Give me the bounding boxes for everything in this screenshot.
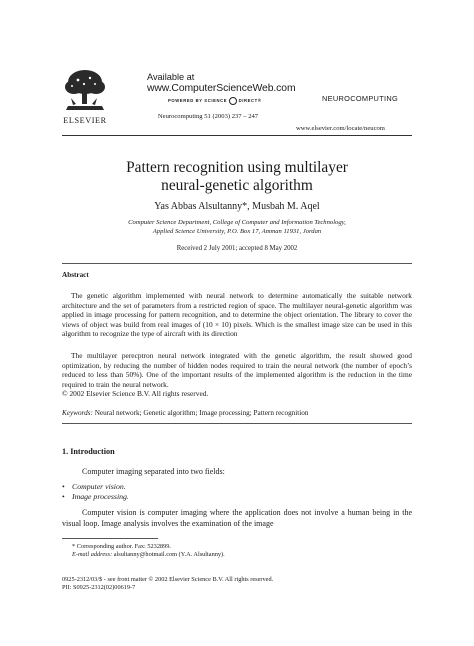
title-line-2: neural-genetic algorithm	[161, 177, 313, 194]
list-item: • Image processing.	[62, 492, 412, 502]
publisher-name: ELSEVIER	[63, 116, 107, 125]
affiliation-line-1: Computer Science Department, College of Computer and Information Technology,	[128, 219, 346, 226]
journal-url[interactable]: www.elsevier.com/locate/neucom	[296, 125, 385, 132]
title-line-1: Pattern recognition using multilayer	[126, 159, 348, 176]
footnote-rule	[62, 538, 158, 539]
abstract-bottom-rule	[62, 423, 412, 424]
affiliation-line-2: Applied Science University, P.O. Box 17, Amman 11931, Jordan	[152, 227, 322, 235]
article-title	[62, 159, 412, 195]
journal-name: NEUROCOMPUTING	[322, 94, 399, 103]
keywords-label: Keywords:	[62, 409, 93, 417]
abstract-top-rule	[62, 263, 412, 264]
intro-paragraph-2: Computer vision is computer imaging where the application does not involve a human being in the visual loop. Image analysis involves the examination of the image	[62, 508, 412, 528]
website-link[interactable]: www.ComputerScienceWeb.com	[147, 83, 296, 94]
science-direct-icon	[229, 97, 237, 105]
abstract-paragraph-1: The genetic algorithm implemented with neural network to determine automatically the suitable network architecture and the set of parameters from a restricted region of space. The multilayer neural-genetic algorithm was applied in image processing for pattern recognition, and to determine the object orientation. The library to cover the views of object was build from real images of (10 × 10) pixels. Which is the smallest image size can be used in this algorithm to recognize the type of aircraft with its direction	[62, 291, 412, 339]
affiliation	[62, 219, 412, 236]
received-dates: Received 2 July 2001; accepted 8 May 2002	[176, 245, 298, 252]
intro-paragraph-1: Computer imaging separated into two fields:	[82, 467, 225, 476]
footnote	[72, 543, 412, 559]
list-item: • Computer vision.	[62, 482, 412, 492]
issn-line: 0925-2312/03/$ - see front matter © 2002 Elsevier Science B.V. All rights reserved.	[62, 576, 274, 583]
footnote-email	[72, 551, 412, 559]
pii-line: PII: S0925-2312(02)00619-7	[62, 584, 136, 592]
powered-by-label: POWERED BY SCIENCE DIRECT®	[168, 98, 262, 104]
abstract-heading: Abstract	[62, 271, 89, 279]
keywords-text: Neural network; Genetic algorithm; Image processing; Pattern recognition	[94, 409, 309, 417]
journal-citation: Neurocomputing 51 (2003) 237 – 247	[157, 113, 259, 120]
footnote-corresponding: * Corresponding author. Fax: 5232899.	[72, 543, 171, 550]
page-footer	[62, 576, 412, 592]
header-rule	[62, 135, 412, 136]
keywords	[62, 409, 412, 417]
section-heading-introduction: 1. Introduction	[62, 447, 115, 456]
abstract-paragraph-2: The multilayer perecptron neural network integrated with the genetic algorithm, the result showed good optimization, by reducing the number of hidden nodes required to train the neural network (the number of epoch’s reduced to less than 50%). One of the important results of the implemented algorithm is the reduction in the time required to train the neural network.	[62, 351, 412, 389]
email-label: E-mail address:	[72, 551, 113, 559]
abstract-copyright: © 2002 Elsevier Science B.V. All rights reserved.	[62, 389, 209, 398]
available-at-label: Available at	[147, 72, 195, 82]
elsevier-tree-logo	[62, 68, 108, 116]
email-address[interactable]: alsultanny@hotmail.com (Y.A. Alsultanny).	[113, 551, 225, 559]
intro-bullet-list	[62, 482, 412, 502]
authors: Yas Abbas Alsultanny*, Musbah M. Aqel	[154, 201, 320, 212]
